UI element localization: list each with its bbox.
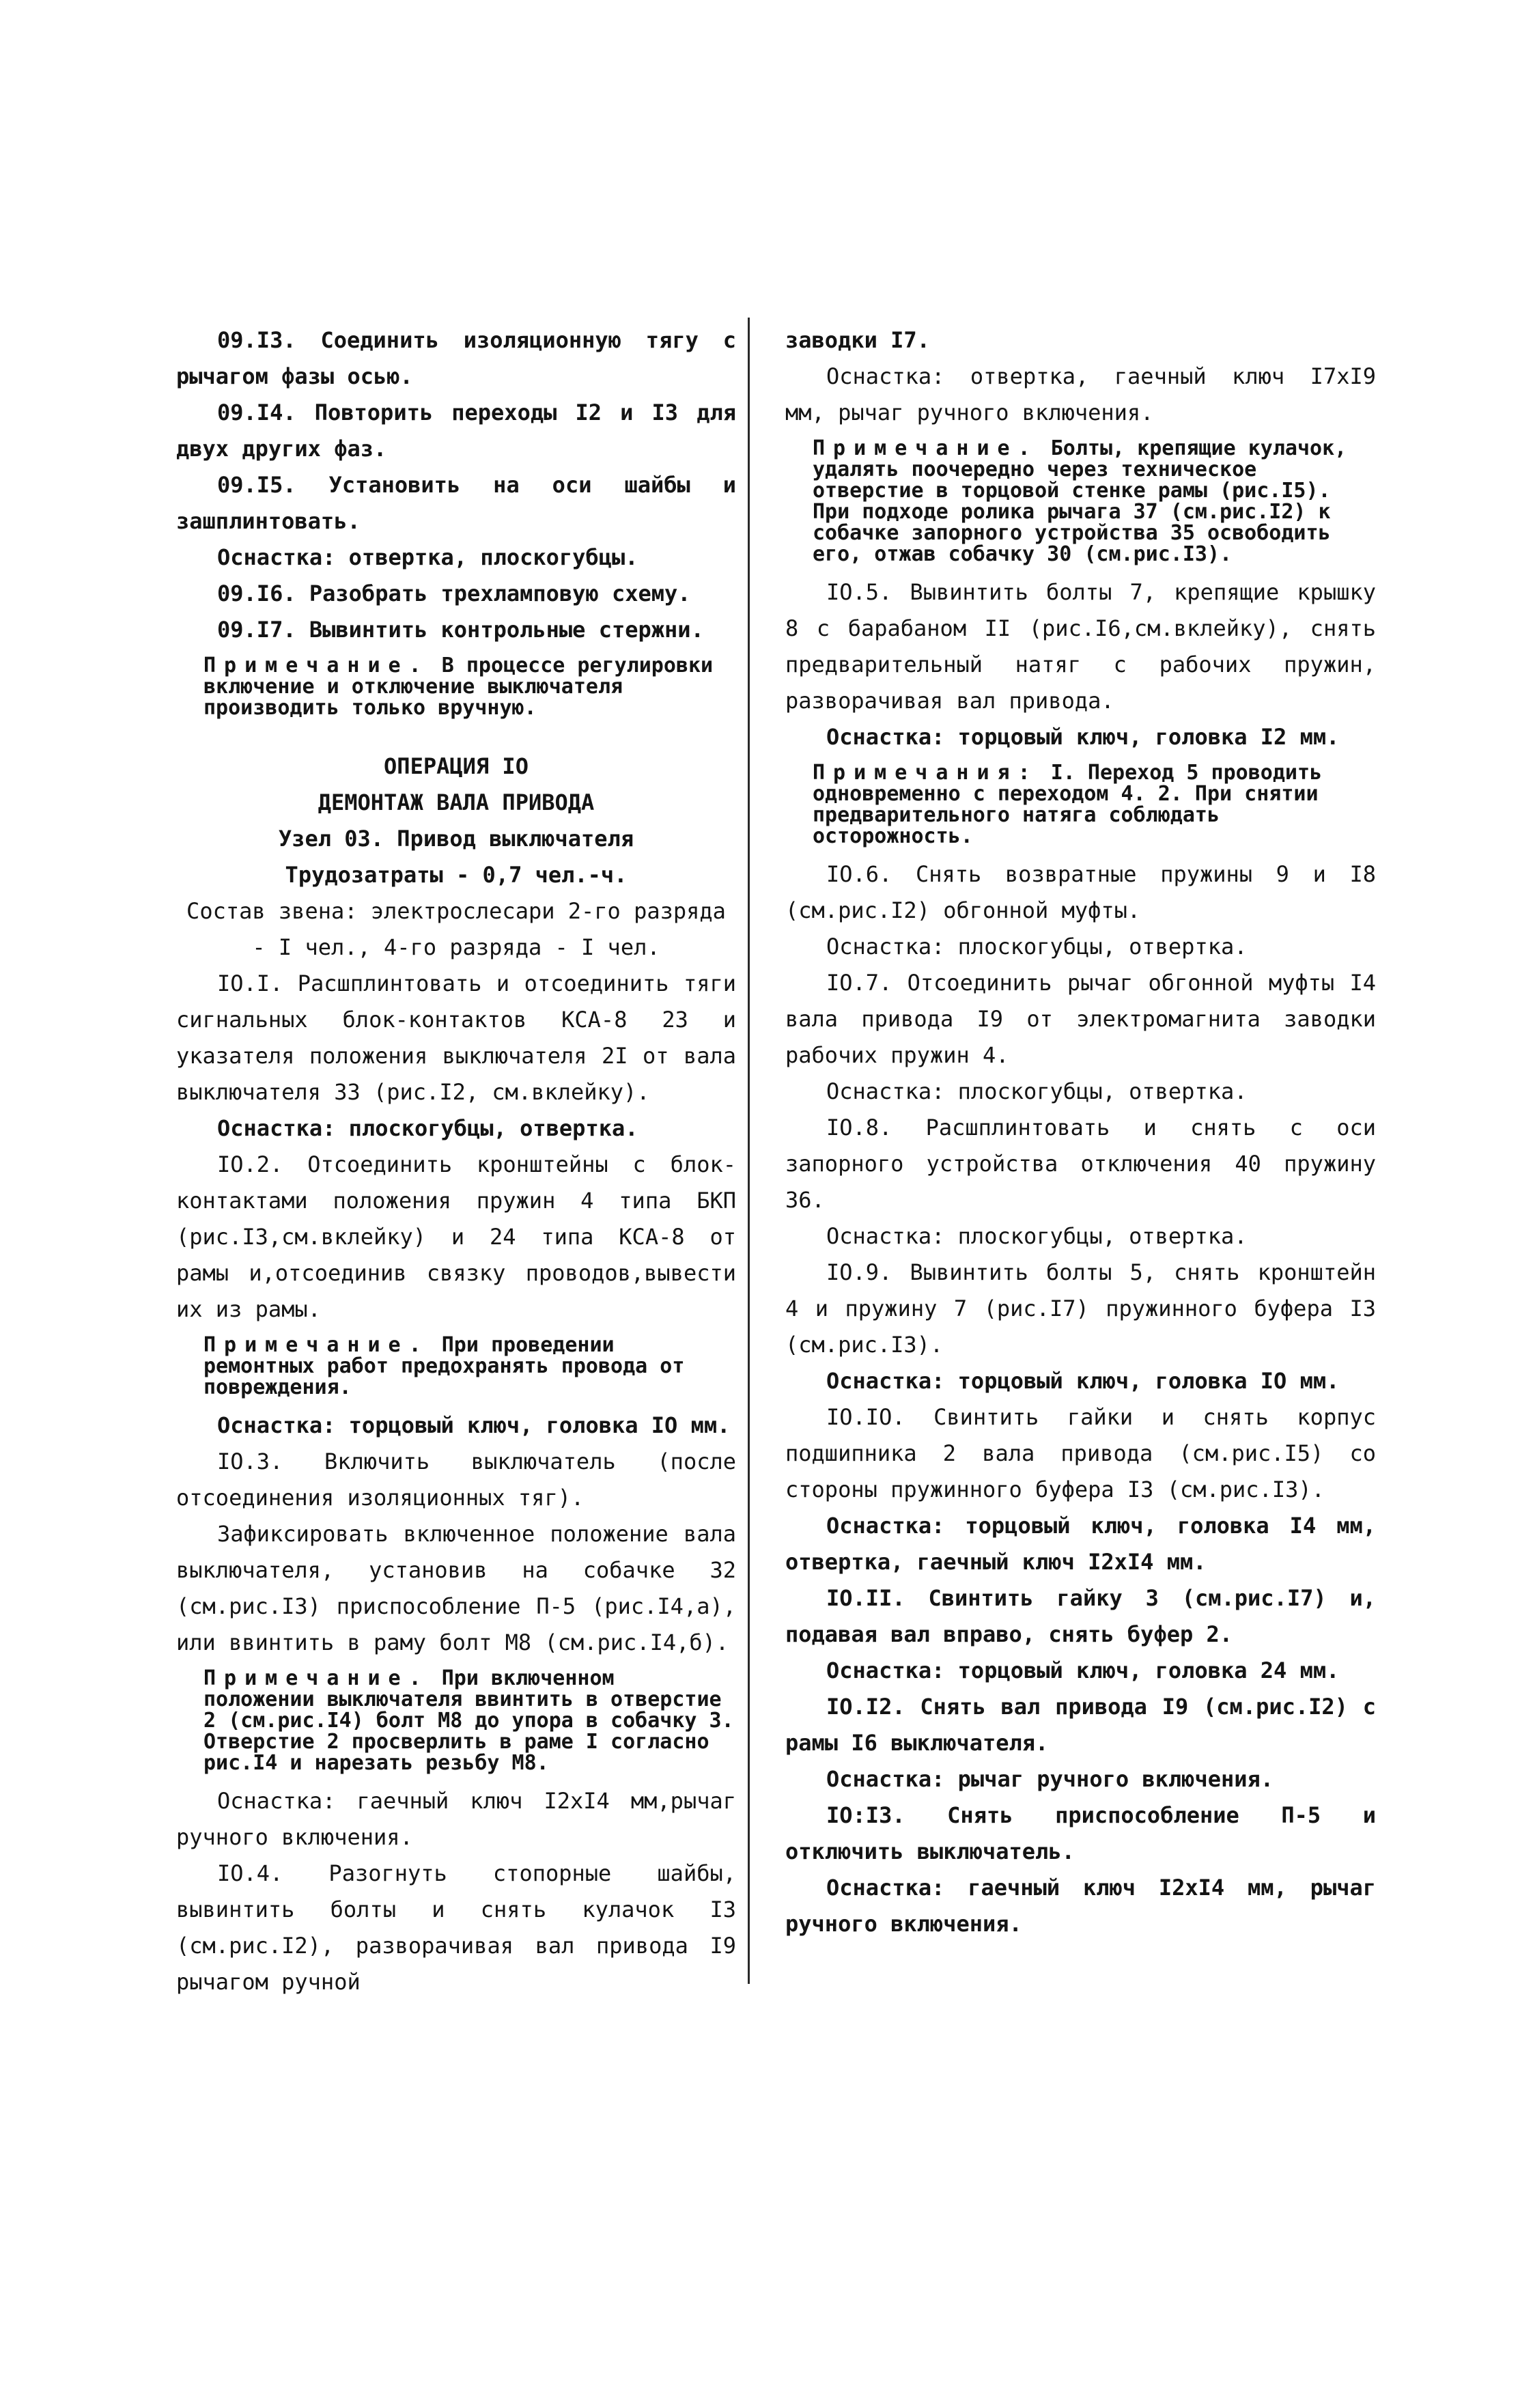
note-regulation bbox=[203, 655, 736, 718]
step-09-17: 09.I7. Вывинтить контрольные стержни. bbox=[217, 617, 704, 643]
tooling-09-15: Оснастка: отвертка, плоскогубцы. bbox=[217, 544, 638, 570]
tooling-10-4: Оснастка: отвертка, гаечный ключ I7xI9 мм, рычаг ручного включения. bbox=[785, 363, 1376, 425]
operation-crew: Состав звена: электрослесари 2-го разряда - I чел., 4-го разряда - I чел. bbox=[186, 898, 726, 960]
step-09-15: 09.I5. Установить на оси шайбы и зашплинтовать. bbox=[176, 472, 736, 534]
operation-unit: Узел 03. Привод выключателя bbox=[278, 826, 634, 852]
left-column bbox=[176, 322, 736, 2000]
step-10-3: IO.3. Включить выключатель (после отсоединения изоляционных тяг). bbox=[176, 1448, 736, 1511]
step-10-2: IO.2. Отсоединить кронштейны с блок-контактами положения пружин 4 типа БКП (рис.I3,см.вклейку) и 24 типа КСА-8 от рамы и,отсоединив связку проводов,вывести их из рамы. bbox=[176, 1151, 736, 1322]
tooling-10-2: Оснастка: торцовый ключ, головка IO мм. bbox=[217, 1412, 731, 1438]
step-10-11: IO.II. Свинтить гайку 3 (см.рис.I7) и, подавая вал вправо, снять буфер 2. bbox=[785, 1585, 1376, 1647]
tooling-10-9: Оснастка: торцовый ключ, головка IO мм. bbox=[826, 1368, 1340, 1394]
step-10-12: IO.I2. Снять вал привода I9 (см.рис.I2) с рамы I6 выключателя. bbox=[785, 1694, 1376, 1756]
operation-name: ДЕМОНТАЖ ВАЛА ПРИВОДА bbox=[318, 789, 595, 815]
step-10-6: IO.6. Снять возвратные пружины 9 и I8 (см.рис.I2) обгонной муфты. bbox=[785, 861, 1376, 923]
tooling-10-12: Оснастка: рычаг ручного включения. bbox=[826, 1766, 1274, 1792]
step-10-7: IO.7. Отсоединить рычаг обгонной муфты I4 вала привода I9 от электромагнита заводки рабочих пружин 4. bbox=[785, 970, 1376, 1068]
tooling-10-1: Оснастка: плоскогубцы, отвертка. bbox=[217, 1115, 638, 1141]
step-10-1: IO.I. Расшплинтовать и отсоединить тяги сигнальных блок-контактов КСА-8 23 и указателя положения выключателя 2I от вала выключателя 33 (рис.I2, см.вклейку). bbox=[176, 970, 736, 1105]
note-text: При проведении ремонтных работ предохранять провода от повреждения. bbox=[203, 1333, 685, 1399]
right-column bbox=[785, 322, 1376, 1942]
tooling-10-11: Оснастка: торцовый ключ, головка 24 мм. bbox=[826, 1657, 1340, 1683]
tooling-10-7: Оснастка: плоскогубцы, отвертка. bbox=[826, 1078, 1248, 1104]
note-label: Примечание. bbox=[203, 654, 430, 677]
tooling-10-5: Оснастка: торцовый ключ, головка I2 мм. bbox=[826, 724, 1340, 750]
step-10-9: IO.9. Вывинтить болты 5, снять кронштейн 4 и пружину 7 (рис.I7) пружинного буфера I3 (см.рис.I3). bbox=[785, 1259, 1376, 1358]
step-10-8: IO.8. Расшплинтовать и снять с оси запорного устройства отключения 40 пружину 36. bbox=[785, 1115, 1376, 1213]
note-label: Примечания: bbox=[813, 761, 1039, 785]
step-10-4-continued: заводки I7. bbox=[785, 327, 930, 353]
tooling-10-6: Оснастка: плоскогубцы, отвертка. bbox=[826, 934, 1248, 960]
note-wires bbox=[203, 1334, 736, 1398]
note-text: I. Переход 5 проводить одновременно с переходом 4. 2. При снятии предварительного натяга соблюдать осторожность. bbox=[813, 761, 1323, 848]
note-cam-bolts bbox=[813, 438, 1376, 565]
step-09-14: 09.I4. Повторить переходы I2 и I3 для двух других фаз. bbox=[176, 400, 736, 462]
operation-labor: Трудозатраты - 0,7 чел.-ч. bbox=[285, 862, 628, 888]
note-label: Примечание. bbox=[203, 1666, 430, 1690]
step-10-3-fix: Зафиксировать включенное положение вала выключателя, установив на собачке 32 (см.рис.I3) приспособление П-5 (рис.I4,а), или ввинтить в раму болт М8 (см.рис.I4,б). bbox=[176, 1521, 736, 1655]
tooling-10-8: Оснастка: плоскогубцы, отвертка. bbox=[826, 1223, 1248, 1249]
tooling-10-13: Оснастка: гаечный ключ I2xI4 мм, рычаг ручного включения. bbox=[785, 1875, 1376, 1937]
note-label: Примечание. bbox=[203, 1333, 430, 1357]
note-text: В процессе регулировки включение и отключение выключателя производить только вручную. bbox=[203, 654, 714, 720]
tooling-10-10: Оснастка: торцовый ключ, головка I4 мм, отвертка, гаечный ключ I2xI4 мм. bbox=[785, 1513, 1376, 1575]
note-label: Примечание. bbox=[813, 436, 1039, 460]
operation-title: ОПЕРАЦИЯ IO bbox=[384, 753, 529, 779]
column-divider bbox=[748, 318, 750, 1984]
step-10-13: IO:I3. Снять приспособление П-5 и отключить выключатель. bbox=[785, 1802, 1376, 1864]
step-10-5: IO.5. Вывинтить болты 7, крепящие крышку 8 с барабаном II (рис.I6,см.вклейку), снять предварительный натяг с рабочих пружин, разворачивая вал привода. bbox=[785, 579, 1376, 714]
step-09-13: 09.I3. Соединить изоляционную тягу с рычагом фазы осью. bbox=[176, 327, 736, 389]
step-09-16: 09.I6. Разобрать трехламповую схему. bbox=[217, 580, 691, 606]
note-text: Болты, крепящие кулачок, удалять поочередно через техническое отверстие в торцовой стенке рамы (рис.I5). При подходе ролика рычага 37 (см.рис.I2) к собачке запорного устройства 35 освободить его, отжав собачку 30 (см.рис.I3). bbox=[813, 436, 1347, 566]
note-text: При включенном положении выключателя ввинтить в отверстие 2 (см.рис.I4) болт М8 до упора в собачку 3. Отверстие 2 просверлить в раме I согласно рис.I4 и нарезать резьбу М8. bbox=[203, 1666, 734, 1775]
tooling-10-3: Оснастка: гаечный ключ I2xI4 мм,рычаг ручного включения. bbox=[176, 1788, 736, 1850]
note-transition-5 bbox=[813, 762, 1376, 847]
note-bolt-m8 bbox=[203, 1668, 736, 1774]
step-10-10: IO.IO. Свинтить гайки и снять корпус подшипника 2 вала привода (см.рис.I5) со стороны пружинного буфера I3 (см.рис.I3). bbox=[785, 1404, 1376, 1502]
step-10-4: IO.4. Разогнуть стопорные шайбы, вывинтить болты и снять кулачок I3 (см.рис.I2), разворачивая вал привода I9 рычагом ручной bbox=[176, 1860, 736, 1995]
